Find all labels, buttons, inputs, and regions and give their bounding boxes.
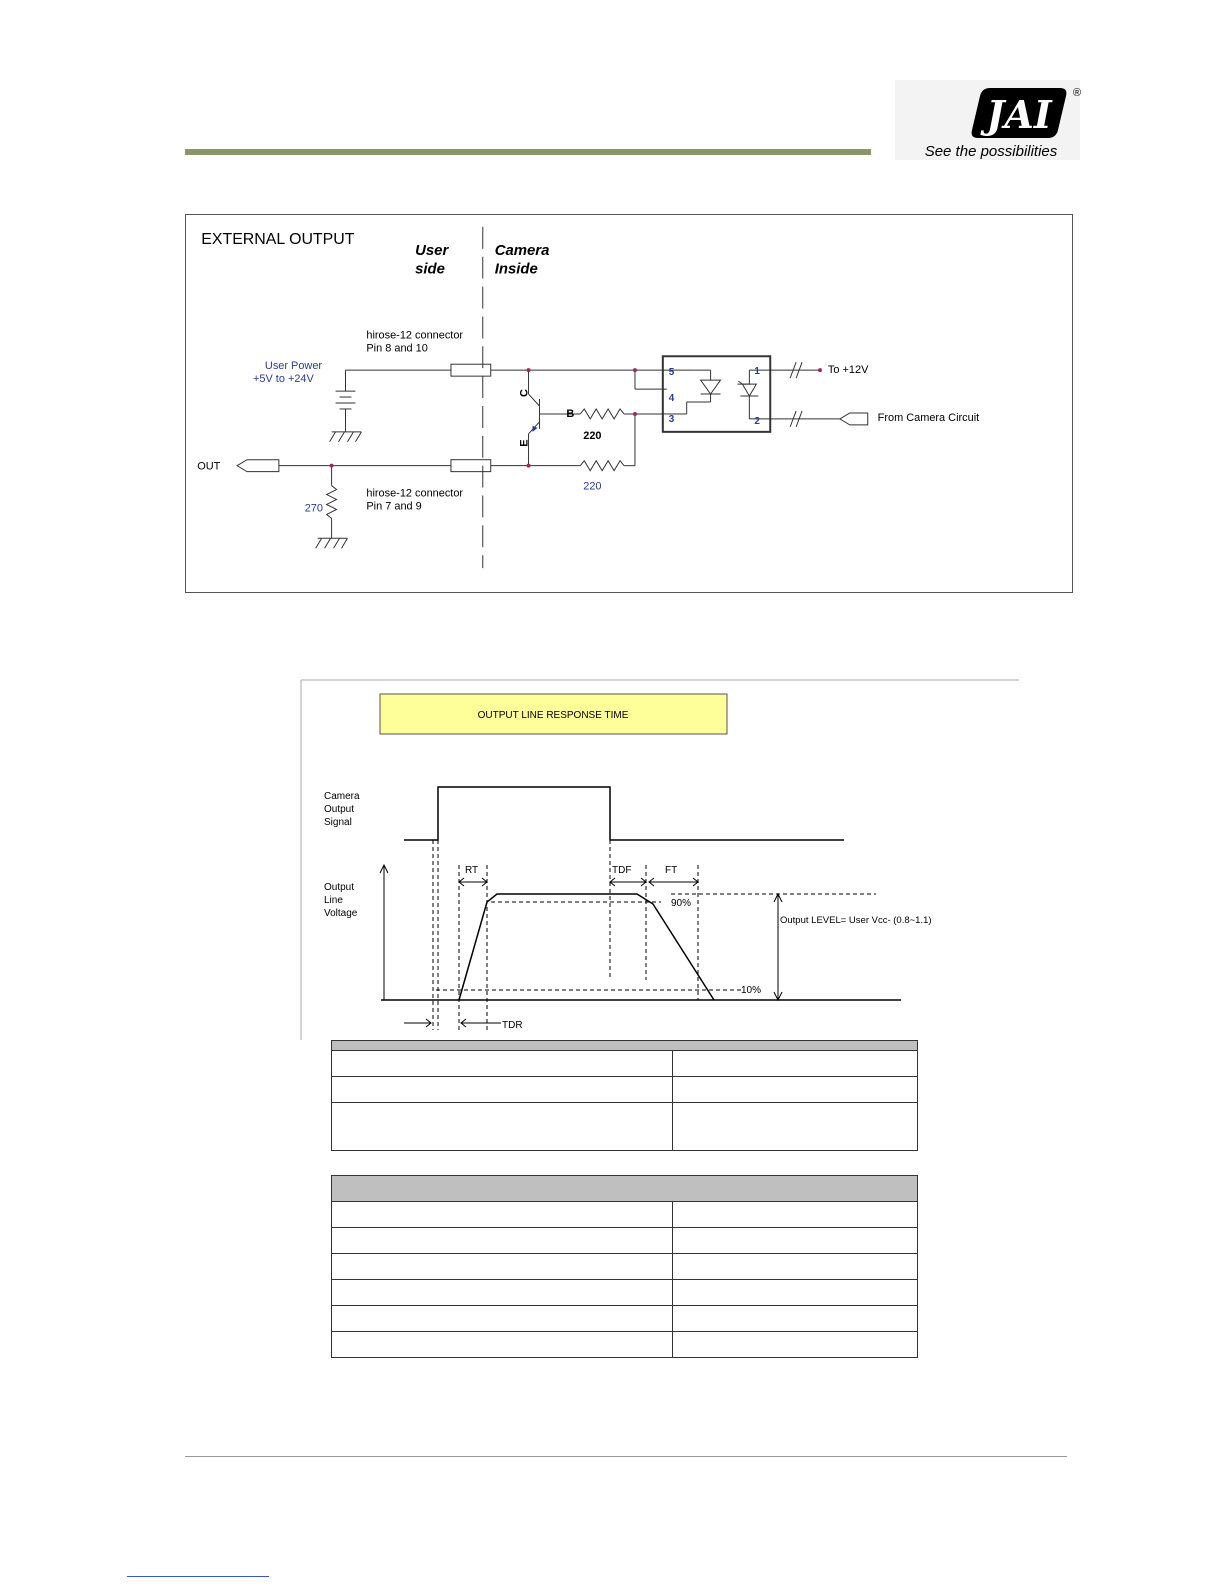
timing-title: OUTPUT LINE RESPONSE TIME <box>477 710 629 721</box>
circuit-junctions <box>330 368 822 467</box>
opto-pin-4: 4 <box>668 393 675 405</box>
table2-cell <box>673 1228 918 1254</box>
opto-pin-5: 5 <box>668 367 675 379</box>
table1-cell <box>673 1103 918 1151</box>
rt-label: RT <box>465 865 479 876</box>
pct90-label: 90% <box>671 898 692 909</box>
opto-pin-3: 3 <box>668 413 675 425</box>
camera-inside-label-1: Camera <box>494 241 550 259</box>
table2-cell <box>673 1332 918 1358</box>
jai-logo <box>895 80 1080 160</box>
table2-cell <box>673 1202 918 1228</box>
user-side-label-2: side <box>415 260 445 278</box>
table2-cell <box>332 1228 673 1254</box>
user-power-label-1: User Power <box>264 360 323 373</box>
connector-top-label-1: hirose-12 connector <box>366 329 464 342</box>
table2-cell <box>332 1202 673 1228</box>
transistor-c-label: C <box>518 389 531 398</box>
resistor-270-label: 270 <box>304 502 323 515</box>
camera-signal-label-3: Signal <box>324 817 352 828</box>
registered-mark: ® <box>1073 87 1082 99</box>
level-note: Output LEVEL= User Vcc- (0.8~1.1) <box>780 915 932 926</box>
spec-table-1 <box>331 1040 918 1151</box>
header-rule <box>185 149 871 155</box>
timing-waveforms <box>380 787 901 1000</box>
logo-text: JAI <box>986 92 1052 137</box>
opto-pin-2: 2 <box>754 415 760 427</box>
to-12v-label: To +12V <box>827 364 869 377</box>
table1-header <box>332 1041 918 1051</box>
table1-cell <box>332 1103 673 1151</box>
output-voltage-label-3: Voltage <box>324 908 358 919</box>
table1-cell <box>673 1077 918 1103</box>
output-voltage-label-1: Output <box>324 882 355 893</box>
table2-cell <box>332 1306 673 1332</box>
transistor-e-label: E <box>518 439 531 447</box>
table2-cell <box>332 1332 673 1358</box>
user-power-label-2: +5V to +24V <box>252 373 314 386</box>
connector-bottom-label-1: hirose-12 connector <box>366 487 464 500</box>
timing-markers <box>404 878 698 1027</box>
table1-cell <box>673 1051 918 1077</box>
table1-cell <box>332 1077 673 1103</box>
circuit-wires <box>237 356 868 548</box>
resistor-220-top-label: 220 <box>583 429 602 442</box>
camera-signal-label-1: Camera <box>324 791 360 802</box>
table1-cell <box>332 1051 673 1077</box>
external-output-circuit <box>185 214 1073 593</box>
camera-signal-label-2: Output <box>324 804 355 815</box>
connector-bottom-label-2: Pin 7 and 9 <box>366 500 422 513</box>
table2-cell <box>332 1280 673 1306</box>
footer-rule <box>185 1456 1067 1457</box>
user-side-label-1: User <box>415 241 449 259</box>
table2-cell <box>673 1280 918 1306</box>
tdf-label: TDF <box>612 865 632 876</box>
output-response-timing <box>301 680 1019 1040</box>
table2-header <box>332 1176 918 1202</box>
camera-inside-label-2: Inside <box>494 260 538 278</box>
resistor-220-bottom-label: 220 <box>583 480 602 493</box>
connector-top-label-2: Pin 8 and 10 <box>366 342 428 355</box>
logo-tagline: See the possibilities <box>924 143 1058 160</box>
circuit-title: EXTERNAL OUTPUT <box>201 230 355 248</box>
pct10-label: 10% <box>741 985 762 996</box>
out-label: OUT <box>197 460 221 473</box>
transistor-b-label: B <box>566 407 575 420</box>
ft-label: FT <box>665 865 678 876</box>
timing-guides <box>433 840 876 1030</box>
from-camera-label: From Camera Circuit <box>877 411 980 424</box>
tdr-label: TDR <box>502 1020 523 1031</box>
output-voltage-label-2: Line <box>324 895 343 906</box>
table2-cell <box>673 1254 918 1280</box>
opto-pin-1: 1 <box>754 366 760 378</box>
spec-table-2 <box>331 1175 918 1358</box>
footer-link-underline[interactable] <box>127 1576 269 1577</box>
table2-cell <box>673 1306 918 1332</box>
table2-cell <box>332 1254 673 1280</box>
